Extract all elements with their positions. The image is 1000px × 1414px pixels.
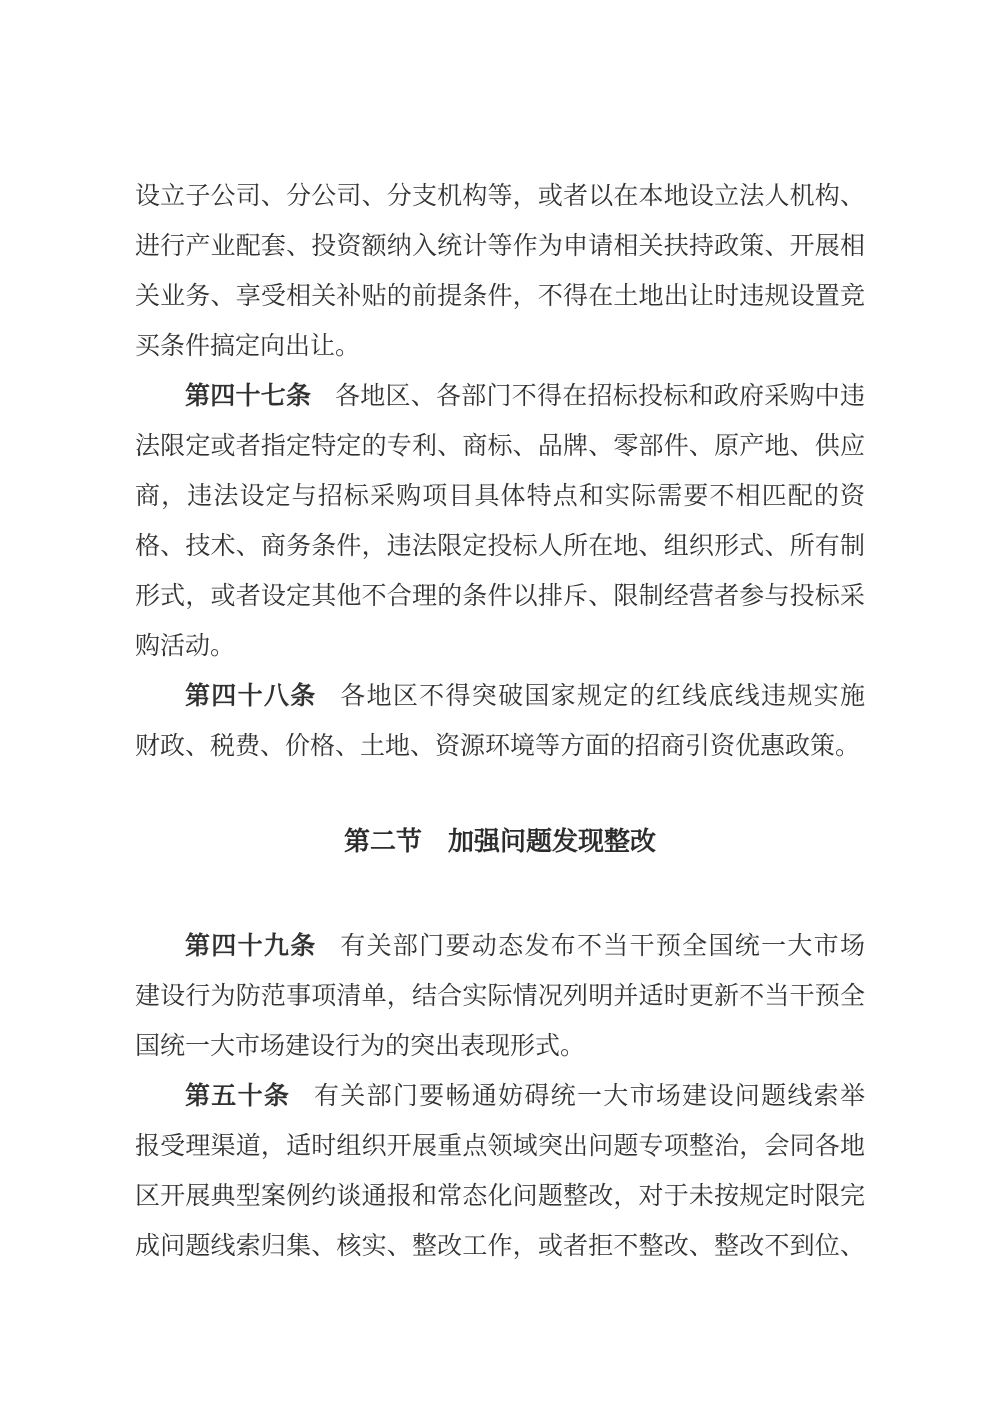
body-line: 格、技术、商务条件，违法限定投标人所在地、组织形式、所有制 (135, 533, 865, 560)
article-47-number: 第四十七条 (185, 383, 312, 410)
article-50-first-line (135, 1072, 865, 1122)
article-47-text: 各地区、各部门不得在招标投标和政府采购中违 (335, 383, 865, 410)
body-line: 国统一大市场建设行为的突出表现形式。 (135, 1033, 586, 1060)
body-line: 建设行为防范事项清单，结合实际情况列明并适时更新不当干预全 (135, 983, 865, 1010)
article-50-number: 第五十条 (185, 1083, 291, 1110)
article-50-text: 有关部门要畅通妨碍统一大市场建设问题线索举 (313, 1083, 865, 1110)
body-line: 形式，或者设定其他不合理的条件以排斥、限制经营者参与投标采 (135, 583, 865, 610)
section-label: 第二节 (343, 827, 422, 856)
body-line: 进行产业配套、投资额纳入统计等作为申请相关扶持政策、开展相 (135, 233, 865, 260)
document-body (135, 172, 865, 1272)
body-line: 购活动。 (135, 633, 236, 660)
section-title: 加强问题发现整改 (448, 827, 657, 856)
article-49-first-line (135, 922, 865, 972)
article-47-first-line (135, 372, 865, 422)
article-48-number: 第四十八条 (185, 683, 317, 710)
body-line: 报受理渠道，适时组织开展重点领域突出问题专项整治，会同各地 (135, 1133, 865, 1160)
section-heading (135, 817, 865, 867)
body-line: 买条件搞定向出让。 (135, 333, 361, 360)
article-49-number: 第四十九条 (185, 933, 317, 960)
article-49-text: 有关部门要动态发布不当干预全国统一大市场 (340, 933, 865, 960)
article-48-first-line (135, 672, 865, 722)
body-line: 关业务、享受相关补贴的前提条件，不得在土地出让时违规设置竞 (135, 283, 865, 310)
body-line: 法限定或者指定特定的专利、商标、品牌、零部件、原产地、供应 (135, 433, 865, 460)
body-line: 区开展典型案例约谈通报和常态化问题整改，对于未按规定时限完 (135, 1183, 865, 1210)
body-line: 设立子公司、分公司、分支机构等，或者以在本地设立法人机构、 (135, 183, 865, 210)
article-48-text: 各地区不得突破国家规定的红线底线违规实施 (340, 683, 865, 710)
body-line: 商，违法设定与招标采购项目具体特点和实际需要不相匹配的资 (135, 483, 865, 510)
body-line: 成问题线索归集、核实、整改工作，或者拒不整改、整改不到位、 (135, 1233, 865, 1260)
body-line: 财政、税费、价格、土地、资源环境等方面的招商引资优惠政策。 (135, 733, 861, 760)
